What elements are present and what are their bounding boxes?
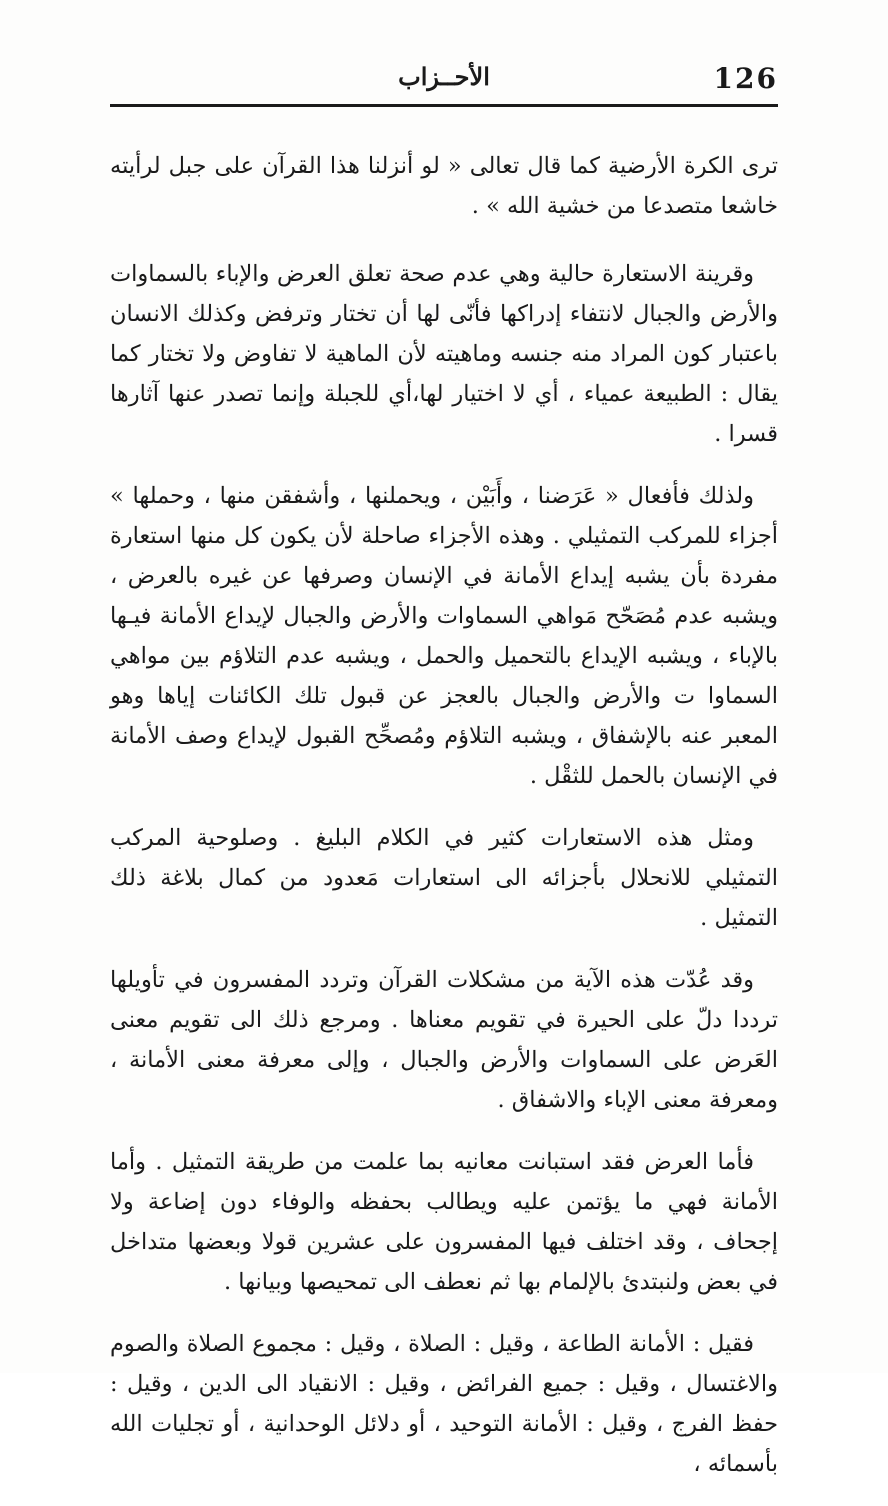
- paragraph: فقيل : الأمانة الطاعة ، وقيل : الصلاة ، وقيل : مجموع الصلاة والصوم والاغتسال ، وقيل : جميع الفرائض ، وقيل : الانقياد الى الدين ، وقيل : حفظ الفرج ، وقيل : الأمانة التوحيد ، أو دلائل الوحدانية ، أو تجليات الله بأسمائه ،: [110, 1331, 778, 1477]
- page-body: [110, 146, 778, 1506]
- running-title: الأحــزاب: [398, 62, 490, 91]
- paragraph: وقرينة الاستعارة حالية وهي عدم صحة تعلق العرض والإباء بالسماوات والأرض والجبال لانتفاء إدراكها فأنّى لها أن تختار وترفض وكذلك الانسان باعتبار كون المراد منه جنسه وماهيته لأن الماهية لا تفاوض ولا تختار كما يقال : الطبيعة عمياء ، أي لا اختيار لها،أي للجبلة وإنما تصدر عنها آثارها قسرا .: [110, 261, 778, 447]
- page-header: [110, 58, 778, 98]
- page-number: 126: [713, 62, 778, 95]
- header-rule: [110, 104, 778, 107]
- paragraph: ترى الكرة الأرضية كما قال تعالى « لو أنزلنا هذا القرآن على جبل لرأيته خاشعا متصدعا من خشية الله » .: [110, 153, 778, 219]
- paragraph: ومثل هذه الاستعارات كثير في الكلام البليغ . وصلوحية المركب التمثيلي للانحلال بأجزائه الى استعارات مَعدود من كمال بلاغة ذلك التمثيل .: [110, 825, 778, 931]
- paragraph: وقد عُدّت هذه الآية من مشكلات القرآن وتردد المفسرون في تأويلها ترددا دلّ على الحيرة في تقويم معناها . ومرجع ذلك الى تقويم معنى العَرض على السماوات والأرض والجبال ، وإلى معرفة معنى الأمانة ، ومعرفة معنى الإباء والاشفاق .: [110, 967, 778, 1113]
- paragraph: ولذلك فأفعال « عَرَضنا ، وأَبَيْن ، ويحملنها ، وأشفقن منها ، وحملها » أجزاء للمركب التمثيلي . وهذه الأجزاء صاحلة لأن يكون كل منها استعارة مفردة بأن يشبه إيداع الأمانة في الإنسان وصرفها عن غيره بالعرض ، ويشبه عدم مُصَحّح مَواهي السماوات والأرض والجبال لإيداع الأمانة فيـها بالإباء ، ويشبه الإيداع بالتحميل والحمل ، ويشبه عدم التلاؤم بين مواهي السماوا ت والأرض والجبال بالعجز عن قبول تلك الكائنات إياها وهو المعبر عنه بالإشفاق ، ويشبه التلاؤم ومُصحِّح القبول لإيداع وصف الأمانة في الإنسان بالحمل للثقْل .: [110, 483, 778, 789]
- paragraph: فأما العرض فقد استبانت معانيه بما علمت من طريقة التمثيل . وأما الأمانة فهي ما يؤتمن عليه ويطالب بحفظه والوفاء دون إضاعة ولا إجحاف ، وقد اختلف فيها المفسرون على عشرين قولا وبعضها متداخل في بعض ولنبتدئ بالإلمام بها ثم نعطف الى تمحيصها وبيانها .: [110, 1149, 778, 1295]
